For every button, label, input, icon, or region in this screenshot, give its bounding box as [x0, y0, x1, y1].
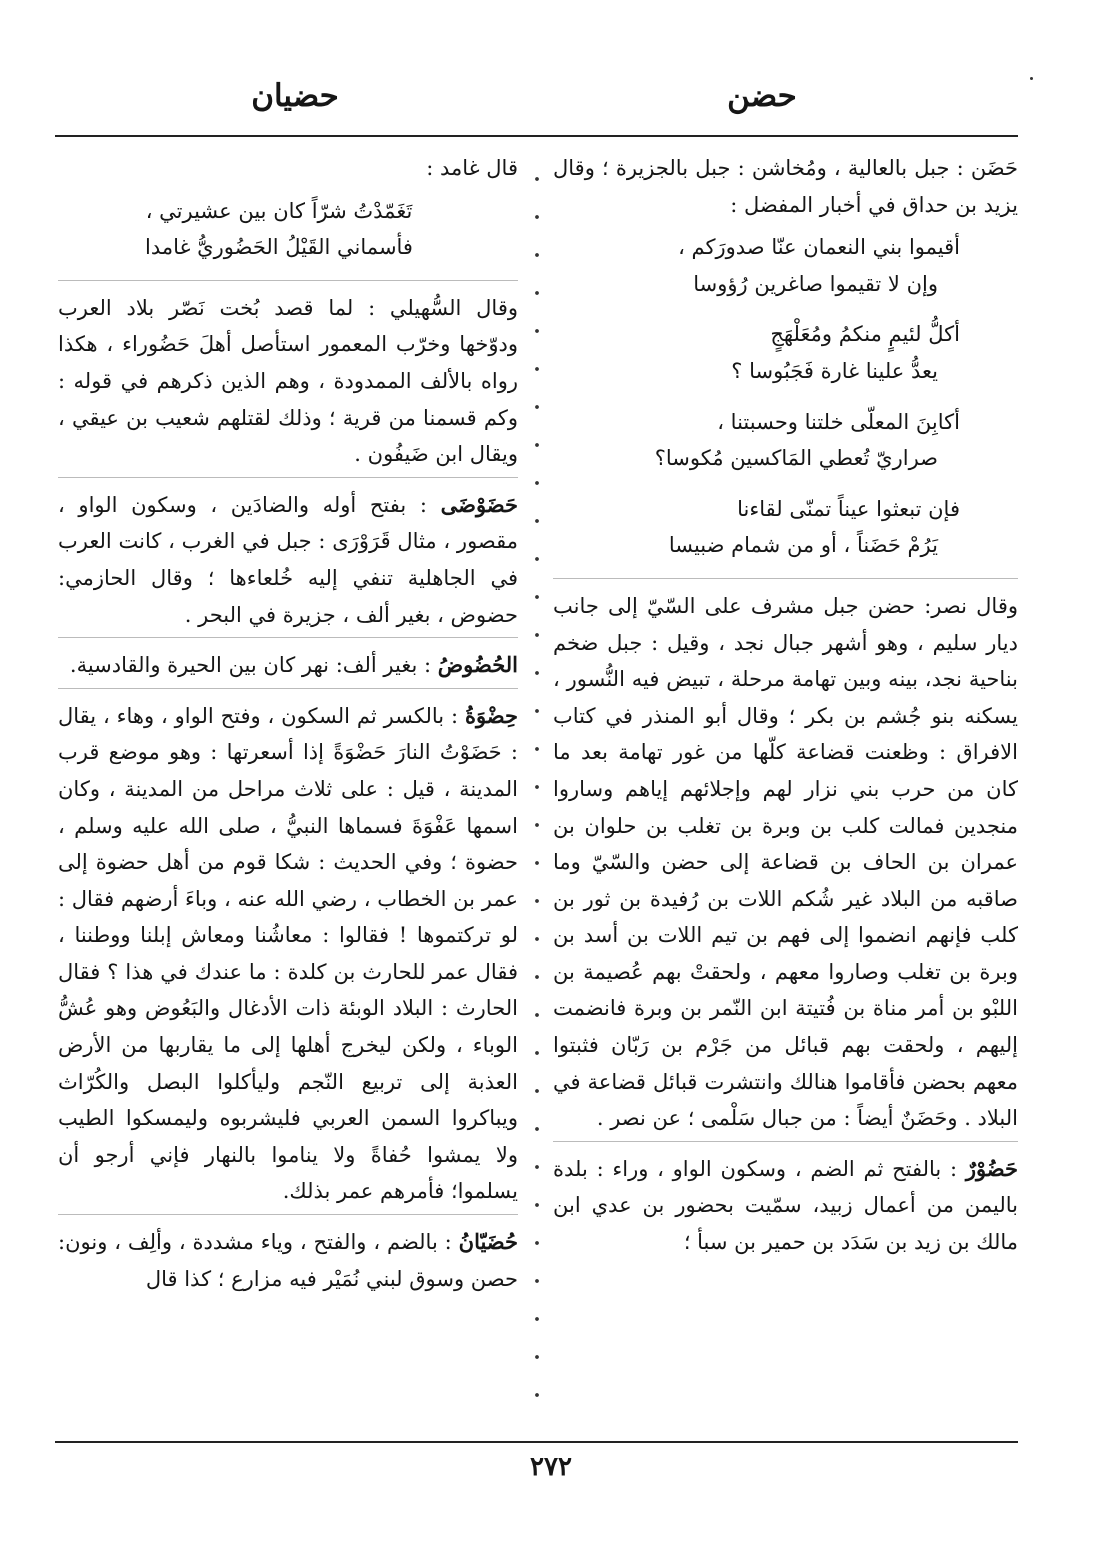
footer-rule [55, 1441, 1018, 1443]
running-head-right: حضن [727, 78, 797, 114]
hemistich: فإن تبعثوا عيناً تمنّى لقاءنا [737, 496, 960, 521]
entry-text: : بفتح أوله والضادَين ، وسكون الواو ، مقصور ، مثال قَرَوْرَى : جبل في الغرب ، كانت العرب في الجاهلية تنفي إليه خُلعاءها ؛ وقال الحازمي: حضوض ، بغير ألف ، جزيرة في البحر . [58, 492, 518, 627]
entry-text: : بغير ألف: نهر كان بين الحيرة والقادسية. [69, 653, 438, 678]
entry-separator [553, 578, 1018, 582]
verse-intro: قال غامد : [426, 156, 518, 180]
verse-couplet-2 [593, 316, 960, 389]
headword: حِضْوَةُ [464, 702, 518, 728]
hemistich: أقيموا بني النعمان عنّا صدورَكم ، [678, 235, 960, 260]
entry-text: : بالكسر ثم السكون ، وفتح الواو ، وهاء ، يقال : حَضَوْتُ النارَ حَضْوَةً إذا أسعرتها : وهو موضع قرب المدينة ، قيل : على ثلاث مراحل من المدينة ، وكان اسمها عَفْوَةَ فسماها النبيُّ ، صلى الله عليه وسلم ، حضوة ؛ وفي الحديث : شكا قوم من أهل حضوة إلى عمر بن الخطاب ، رضي الله عنه ، وباءَ أرضهم فقال : لو تركتموها ! فقالوا : معاشُنا ومعاش إبلنا ووطننا ، فقال عمر للحارث بن كلدة : ما عندك في هذا ؟ فقال الحارث : البلاد الوبئة ذات الأدغال والبَعُوض وهو عُشُّ الوباء ، ولكن ليخرج أهلها إلى ما يقاربها من الأرض العذبة إلى تربيع النّجم وليأكلوا البصل والكُرّاث ويباكروا السمن العربي فليشربوه وليمسكوا الطيب ولا يمشوا حُفاةً ولا يناموا بالنهار فإني أرجو أن يسلموا؛ فأمرهم عمر بذلك. [58, 703, 518, 1204]
column-right [553, 150, 1018, 1264]
speck-mark [1030, 77, 1033, 80]
hemistich: فأسماني القَيْلُ الحَضُوريُّ غامدا [145, 235, 413, 260]
hemistich: أكابِنَ المعلّى خلتنا وحسبتنا ، [717, 409, 960, 434]
paragraph-nasr: وقال نصر: حضن جبل مشرف على السّيّ إلى جانب ديار سليم ، وهو أشهر جبال نجد ، وقيل : جبل ضخم بناحية نجد، بينه وبين تهامة مرحلة ، تبيض فيه النُّسور ، يسكنه بنو جُشم بن بكر ؛ وقال أبو المنذر في كتاب الافراق : وظعنت قضاعة كلّها من غور تهامة بعد ما كان من حرب بني نزار لهم وإجلائهم إياهم وساروا منجدين فمالت كلب بن وبرة بن تغلب بن حلوان بن عمران بن الحاف بن قضاعة إلى حضن والسّيّ وما صاقبه من البلاد غير شُكم اللات بن رُفيدة بن ثور بن كلب فإنهم انضموا إلى فهم بن تيم اللات بن أسد بن وبرة بن تغلب وصاروا معهم ، ولحقتْ بهم عُصيمة بن اللبْو بن أمر مناة بن فُتيتة ابن النّمر بن وبرة فانضمت إليهم ، ولحقت بهم قبائل من جَرْم بن رَبّان فثبتوا معهم بحضن فأقاموا هنالك وانتشرت قبائل قضاعة في البلاد . وحَضَنٌ أيضاً : من جبال سَلْمى ؛ عن نصر . [553, 593, 1018, 1131]
column-left [58, 150, 518, 1300]
entry-hudayyan [58, 1224, 518, 1297]
hemistich: صراريّ تُعطي المَاكسين مُكوسا؟ [654, 446, 938, 471]
headword: حُضَيّانُ [458, 1229, 518, 1255]
entry-separator [58, 477, 518, 481]
paragraph-suhayli: وقال السُّهيلي : لما قصد بُخت نَصّر بلاد العرب ودوّخها وخرّب المعمور استأصل أهلَ حَضُوراء ، هكذا رواه بالألف الممدودة ، وهم الذين ذكرهم في قوله : وكم قسمنا من قرية ؛ وذلك لقتلهم شعيب بن عيقي ، ويقال ابن ضَيفُون . [58, 295, 518, 467]
entry-separator [58, 280, 518, 284]
running-head-left: حضيان [251, 78, 339, 114]
entry-text: : بالضم ، والفتح ، وياء مشددة ، وألِف ، ونون: حصن وسوق لبني نُمَيْر فيه مزارع ؛ كذا قال [58, 1230, 518, 1291]
page-number: ٢٧٢ [530, 1452, 572, 1482]
verse-couplet-ghamid [98, 193, 460, 266]
verse-couplet-3 [593, 404, 960, 477]
entry-separator [58, 688, 518, 692]
entry-separator [58, 1214, 518, 1218]
headword: الحُضُوضُ [437, 652, 518, 678]
hemistich: تَغَمّدْتُ شرّاً كان بين عشيرتي ، [145, 198, 413, 223]
entry-hudud [58, 647, 518, 684]
entry-hadur [553, 1151, 1018, 1261]
column-divider [530, 160, 544, 1430]
verse-couplet-4 [593, 491, 960, 564]
entry-hadawda [58, 487, 518, 633]
entry-separator [58, 637, 518, 641]
header-rule [55, 135, 1018, 137]
headword: حَضَوْضَى [440, 491, 518, 517]
entry-hadan: حَضَن : جبل بالعالية ، ومُخاشن : جبل بالجزيرة ؛ وقال يزيد بن حداق في أخبار المفضل : [553, 156, 1018, 217]
entry-separator [553, 1141, 1018, 1145]
hemistich: أكلُّ لئيمٍ منكمُ ومُعَلْهَجٍ [770, 322, 960, 347]
hemistich: يعدُّ علينا غارة فَجَبُوسا ؟ [731, 358, 938, 383]
verse-couplet-1 [593, 229, 960, 302]
headword: حَضُوْرٌ [965, 1155, 1018, 1181]
hemistich: وإن لا تقيموا صاغرين رُؤوسا [693, 271, 938, 296]
hemistich: يَرُمْ حَضَناً ، أو من شمام ضبيسا [668, 533, 938, 558]
entry-text: : بالفتح ثم الضم ، وسكون الواو ، وراء : بلدة باليمن من أعمال زبيد، سمّيت بحضور بن عدي ابن مالك بن زيد بن سَدَد بن حمير بن سبأ ؛ [553, 1156, 1018, 1255]
entry-hidwa [58, 698, 518, 1210]
